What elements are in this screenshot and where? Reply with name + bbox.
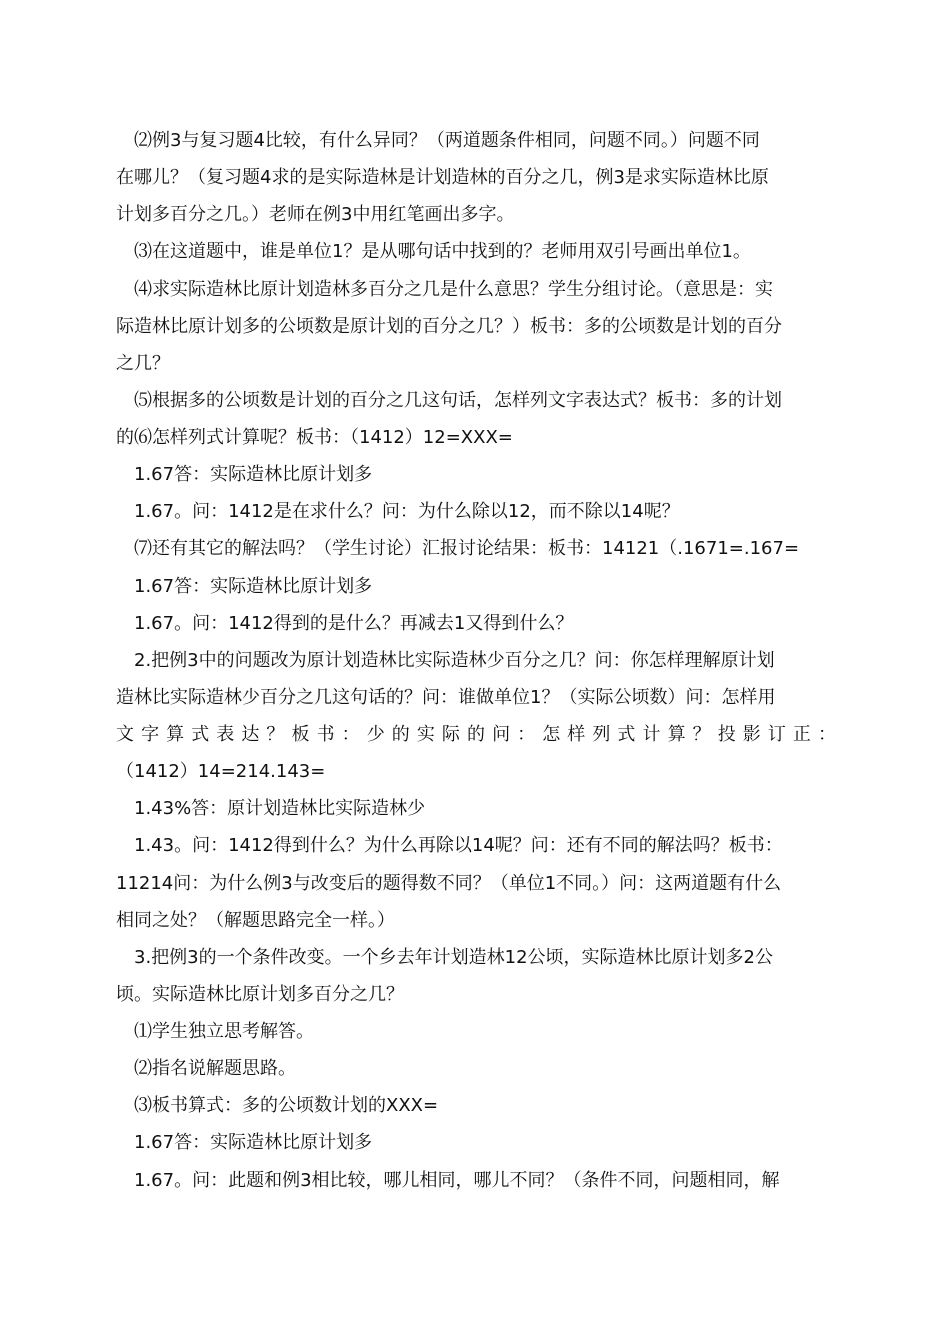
text-line: 文字算式表达？板书：少的实际的问：怎样列式计算？投影订正： [116,724,836,745]
text-line: 1.67。问：1412得到的是什么？再减去1又得到什么？ [134,613,574,634]
text-line: 1.67答：实际造林比原计划多 [134,1132,373,1153]
text-line: 造林比实际造林少百分之几这句话的？问：谁做单位1？（实际公顷数）问：怎样用 [116,687,776,708]
text-line: ⑴学生独立思考解答。 [134,1021,314,1042]
text-line: 在哪儿？（复习题4求的是实际造林是计划造林的百分之几，例3是求实际造林比原 [116,167,769,188]
text-line: 2.把例3中的问题改为原计划造林比实际造林少百分之几？问：你怎样理解原计划 [134,650,775,671]
text-line: ⑷求实际造林比原计划造林多百分之几是什么意思？学生分组讨论。（意思是：实 [134,279,773,300]
text-line: ⑵例3与复习题4比较，有什么异同？（两道题条件相同，问题不同。）问题不同 [134,130,760,151]
text-line: 1.67答：实际造林比原计划多 [134,576,373,597]
text-line: 1.43%答：原计划造林比实际造林少 [134,798,426,819]
text-line: ⑺还有其它的解法吗？（学生讨论）汇报讨论结果：板书：14121（.1671=.167= [134,538,800,559]
text-line: 计划多百分之几。）老师在例3中用红笔画出多字。 [116,204,515,225]
text-line: （1412）14=214.143= [116,761,326,782]
text-line: 相同之处？（解题思路完全一样。） [116,910,395,931]
text-line: 顷。实际造林比原计划多百分之几？ [116,984,404,1005]
text-line: 3.把例3的一个条件改变。一个乡去年计划造林12公顷，实际造林比原计划多2公 [134,947,773,968]
text-line: ⑸根据多的公顷数是计划的百分之几这句话，怎样列文字表达式？板书：多的计划 [134,390,782,411]
text-line: 1.43。问：1412得到什么？为什么再除以14呢？问：还有不同的解法吗？板书： [134,835,783,856]
text-line: 之几？ [116,353,170,374]
text-line: ⑶在这道题中，谁是单位1？是从哪句话中找到的？老师用双引号画出单位1。 [134,241,751,262]
text-line: 1.67答：实际造林比原计划多 [134,464,373,485]
text-line: 的⑹怎样列式计算呢？板书：（1412）12=XXX= [116,427,513,448]
text-line: ⑵指名说解题思路。 [134,1058,296,1079]
text-line: 11214问：为什么例3与改变后的题得数不同？（单位1不同。）问：这两道题有什么 [116,873,782,894]
text-line: 1.67。问：1412是在求什么？问：为什么除以12，而不除以14呢？ [134,501,680,522]
text-line: 1.67。问：此题和例3相比较，哪儿相同，哪儿不同？（条件不同，问题相同，解 [134,1170,780,1191]
text-line: ⑶板书算式：多的公顷数计划的XXX= [134,1095,439,1116]
text-line: 际造林比原计划多的公顷数是原计划的百分之几？）板书：多的公顷数是计划的百分 [116,316,782,337]
